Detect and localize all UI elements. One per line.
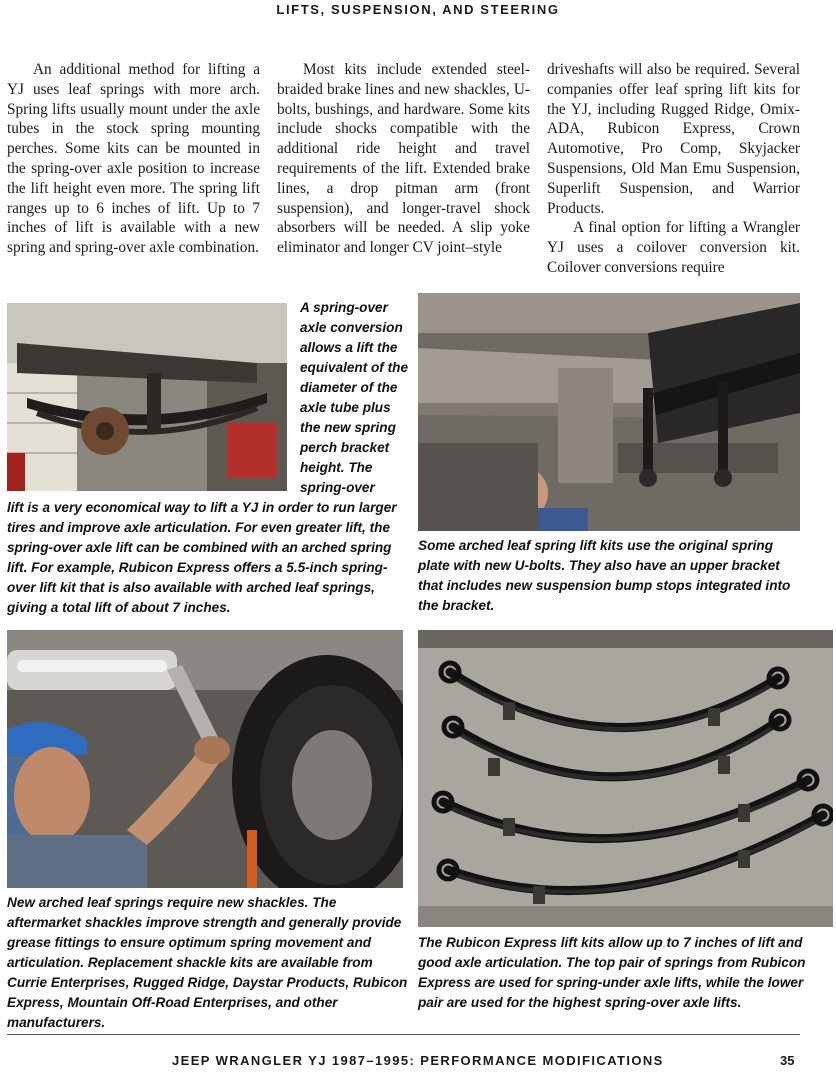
body-column-3: [547, 60, 800, 278]
caption-photo1-below: lift is a very economical way to lift a YJ in order to run larger tires and improve axle articulation. For even greater lift, the spring-over axle lift can be combined with an arched spring lift. For example, Rubicon Express offers a 5.5-inch spring-over lift kit that is also available with arched leaf springs, giving a total lift of about 7 inches.: [7, 500, 397, 615]
photo-leaf-springs: [418, 630, 833, 927]
photo-spring-over-axle: [7, 303, 287, 491]
caption-photo2: Some arched leaf spring lift kits use the original spring plate with new U-bolts. They also have an upper bracket that includes new suspension bump stops integrated into the bracket.: [418, 538, 791, 613]
footer-book-title: JEEP WRANGLER YJ 1987–1995: PERFORMANCE MODIFICATIONS: [172, 1053, 664, 1068]
body-paragraph: driveshafts will also be required. Several companies offer leaf spring lift kits for the YJ, including Rugged Ridge, Omix-ADA, Rubicon Express, Crown Automotive, Pro Comp, Skyjacker Suspensions, Old Man Emu Suspension, Superlift Suspension, and Warrior Products.: [547, 61, 800, 217]
running-head: LIFTS, SUSPENSION, AND STEERING: [276, 2, 560, 17]
body-paragraph: An additional method for lifting a YJ uses leaf springs with more arch. Spring lifts usually mount under the axle tubes in the stock spring mounting perches. Some kits can be mounted in the spring-over axle position to increase the lift height even more. The spring lift ranges up to 6 inches of lift. Up to 7 inches of lift is available with a new spring and spring-over axle combination.: [7, 61, 260, 257]
footer-rule: [7, 1034, 800, 1035]
body-paragraph: A final option for lifting a Wrangler YJ uses a coilover conversion kit. Coilover conversions require: [547, 219, 800, 276]
photo-spring-plate-ubolts: [418, 293, 800, 531]
body-column-2: [277, 60, 530, 258]
caption-photo1-side: A spring-over axle conversion allows a lift the equivalent of the diameter of the axle tube plus the new spring perch bracket height. The spring-over: [300, 300, 409, 495]
caption-photo3: New arched leaf springs require new shackles. The aftermarket shackles improve strength and generally provide grease fittings to ensure optimum spring movement and articulation. Replacement shackle kits are available from Currie Enterprises, Rugged Ridge, Daystar Products, Rubicon Express, Mountain Off-Road Enterprises, and other manufacturers.: [7, 895, 408, 1030]
photo-shackle-install: [7, 630, 403, 888]
body-paragraph: Most kits include extended steel-braided brake lines and new shackles, U-bolts, bushings, and hardware. Some kits include shocks compatible with the additional ride height and travel requirements of the lift. Extended brake lines, a drop pitman arm (front suspension), and longer-travel shock absorbers will be needed. A slip yoke eliminator and longer CV joint–style: [277, 61, 530, 257]
page-number: 35: [780, 1053, 795, 1068]
caption-photo4: The Rubicon Express lift kits allow up to 7 inches of lift and good axle articulation. The top pair of springs from Rubicon Express are used for spring-under axle lifts, while the lower pair are used for the highest spring-over axle lifts.: [418, 935, 806, 1010]
body-column-1: [7, 60, 260, 258]
